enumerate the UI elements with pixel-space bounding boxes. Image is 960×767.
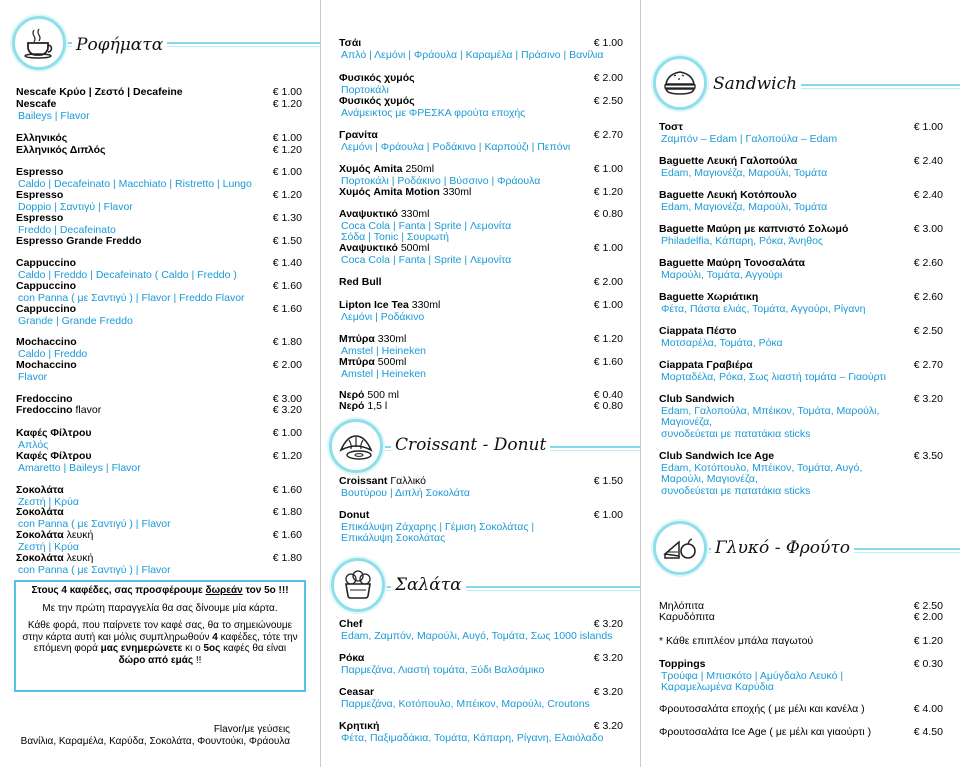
item-size: Γαλλικό <box>390 475 427 487</box>
item-description: Λεμόνι | Ροδάκινο <box>341 310 425 323</box>
item-name: Fredoccino <box>16 393 73 405</box>
menu-item <box>16 190 302 213</box>
salad-title: Σαλάτα <box>391 575 466 595</box>
menu-item <box>659 156 943 179</box>
loyalty-promo-box <box>14 580 306 692</box>
menu-item <box>16 360 302 383</box>
coffee-cup-icon <box>12 16 66 70</box>
item-price: € 2.50 <box>913 600 943 612</box>
menu-item <box>659 704 943 716</box>
item-description: Επικάλυψη Σοκολάτας <box>341 532 446 544</box>
item-price: € 1.50 <box>593 475 623 487</box>
menu-item <box>339 476 623 499</box>
item-name: Red Bull <box>339 276 382 288</box>
item-price: € 1.60 <box>272 280 302 292</box>
item-name: Αναψυκτικό 330ml <box>339 208 430 220</box>
item-price: € 0.80 <box>593 400 623 412</box>
item-description: Caldo | Freddo | Decafeinato ( Caldo | Freddo ) <box>18 268 237 281</box>
sandwich-icon <box>653 56 707 110</box>
menu-item <box>339 277 623 289</box>
item-price: € 2.70 <box>593 129 623 141</box>
menu-item <box>16 451 302 474</box>
item-size: 330ml <box>377 333 407 345</box>
item-name: Espresso <box>16 212 64 224</box>
item-description: Μορταδέλα, Ρόκα, Σως λιαστή τομάτα – Γιαούρτι <box>661 370 886 383</box>
menu-item <box>659 612 943 624</box>
item-price: € 2.60 <box>913 291 943 303</box>
item-name: Toppings <box>659 658 706 670</box>
menu-item <box>339 130 623 153</box>
item-name: Club Sandwich Ice Age <box>659 450 775 462</box>
item-description: Απλό | Λεμόνι | Φράουλα | Καραμέλα | Πράσινο | Βανίλια <box>341 48 604 61</box>
item-name: Καφές Φίλτρου <box>16 427 92 439</box>
item-name: Ceasar <box>339 686 375 698</box>
item-price: € 2.50 <box>593 95 623 107</box>
item-description: Baileys | Flavor <box>18 109 90 122</box>
item-description: Φέτα, Παξιμαδάκια, Τομάτα, Κάπαρη, Ρίγανη, Ελαιόλαδο <box>341 731 604 744</box>
item-price: € 2.00 <box>913 611 943 623</box>
menu-item <box>16 553 302 576</box>
item-name: Χυμός Amita 250ml <box>339 163 435 175</box>
item-size: 250ml <box>405 163 435 175</box>
item-description: συνοδεύεται με πατατάκια sticks <box>661 484 811 497</box>
item-size: 330ml <box>442 186 472 198</box>
item-description: Caldo | Freddo <box>18 347 88 360</box>
item-price: € 1.00 <box>272 427 302 439</box>
promo-headline: Στους 4 καφέδες, σας προσφέρουμε δωρεάν τον 5ο !!! <box>31 585 289 596</box>
item-name: Σοκολάτα λευκή <box>16 552 94 564</box>
item-price: € 1.00 <box>593 242 623 254</box>
menu-item <box>16 281 302 304</box>
item-description: Grande | Grande Freddo <box>18 314 133 327</box>
item-name: Φρουτοσαλάτα Ice Age ( με μέλι και γιαούρτι ) <box>659 726 872 738</box>
item-name: Nescafe Κρύο | Ζεστό | Decafeine <box>16 86 183 98</box>
item-name: Cappuccino <box>16 303 77 315</box>
menu-column-food <box>640 0 960 767</box>
menu-item <box>659 451 943 497</box>
item-name: Ciappata Γραβιέρα <box>659 359 753 371</box>
item-size: 500 ml <box>367 389 399 401</box>
item-price: € 1.60 <box>272 303 302 315</box>
item-price: € 1.60 <box>593 356 623 368</box>
item-price: € 1.60 <box>272 484 302 496</box>
menu-item <box>339 619 623 642</box>
item-name: Ελληνικός <box>16 132 68 144</box>
flavors-title: Flavor/με γεύσεις <box>213 724 290 735</box>
cake-fruit-icon <box>653 521 707 575</box>
item-size: 500ml <box>377 356 407 368</box>
item-name: Μηλόπιτα <box>659 600 705 612</box>
item-name: Ελληνικός Διπλός <box>16 144 106 156</box>
menu-item <box>659 394 943 440</box>
menu-item <box>339 300 623 323</box>
flavors-list: Βανίλια, Καραμέλα, Καρύδα, Σοκολάτα, Φουντούκι, Φράουλα <box>20 736 290 747</box>
item-name: Club Sandwich <box>659 393 735 405</box>
item-description: Πορτοκάλι <box>341 83 389 96</box>
item-price: € 3.20 <box>593 720 623 732</box>
item-name: Καρυδόπιτα <box>659 611 715 623</box>
item-price: € 2.70 <box>913 359 943 371</box>
item-description: con Panna ( με Σαντιγύ ) | Flavor <box>18 563 171 576</box>
item-price: € 4.50 <box>913 726 943 738</box>
item-description: Edam, Κοτόπουλο, Μπέικον, Τομάτα, Αυγό, <box>661 461 863 474</box>
item-price: € 1.00 <box>593 163 623 175</box>
salad-header <box>321 556 640 616</box>
item-description: Flavor <box>18 370 48 383</box>
menu-item <box>659 224 943 247</box>
item-description: Μαρούλι, Μαγιονέζα, <box>661 473 758 485</box>
item-name: Νερό 500 ml <box>339 389 399 401</box>
item-description: con Panna ( με Σαντιγύ ) | Flavor | Freddo Flavor <box>18 291 245 304</box>
menu-column-beverages <box>320 0 640 767</box>
item-price: € 3.20 <box>593 686 623 698</box>
item-price: € 2.50 <box>913 325 943 337</box>
item-price: € 3.20 <box>593 652 623 664</box>
item-size: λευκή <box>66 529 94 541</box>
item-price: € 0.80 <box>593 208 623 220</box>
item-name: Baguette Χωριάτικη <box>659 291 759 303</box>
item-price: € 1.20 <box>913 635 943 647</box>
item-name: Baguette Μαύρη με καπνιστό Σολωμό <box>659 223 849 235</box>
item-price: € 2.00 <box>593 276 623 288</box>
item-description: Παρμεζάνα, Λιαστή τομάτα, Ξύδι Βαλσάμικο <box>341 663 545 676</box>
item-name: Μπύρα 500ml <box>339 356 407 368</box>
item-size: 330ml <box>411 299 441 311</box>
item-name: * Κάθε επιπλέον μπάλα παγωτού <box>659 635 814 647</box>
menu-item <box>339 334 623 357</box>
item-price: € 3.00 <box>913 223 943 235</box>
item-description: Caldo | Decafeinato | Macchiato | Ristretto | Lungo <box>18 177 252 190</box>
item-description: Μαρούλι, Τομάτα, Αγγούρι <box>661 268 783 281</box>
item-description: Λεμόνι | Φράουλα | Ροδάκινο | Καρπούζι | Πεπόνι <box>341 140 571 153</box>
item-name: Baguette Μαύρη Τονοσαλάτα <box>659 257 805 269</box>
item-description: con Panna ( με Σαντιγύ ) | Flavor <box>18 517 171 530</box>
item-name: Σοκολάτα <box>16 484 64 496</box>
item-description: Απλός <box>18 438 49 451</box>
menu-item <box>339 96 623 119</box>
item-name: Mochaccino <box>16 359 77 371</box>
item-size: 1,5 l <box>367 400 388 412</box>
menu-item <box>16 428 302 451</box>
item-name: Ρόκα <box>339 652 365 664</box>
item-description: Τρούφα | Μπισκότο | Αμύγδαλο Λευκό | <box>661 669 844 682</box>
menu-item <box>339 209 623 244</box>
item-price: € 1.30 <box>272 212 302 224</box>
item-description: Βουτύρου | Διπλή Σοκολάτα <box>341 486 470 499</box>
menu-item <box>16 485 302 508</box>
item-name: Chef <box>339 618 363 630</box>
item-price: € 1.20 <box>272 189 302 201</box>
item-price: € 1.80 <box>272 506 302 518</box>
item-description: Ζεστή | Κρύα <box>18 495 79 508</box>
item-name: Φρουτοσαλάτα εποχής ( με μέλι και κανέλα ) <box>659 703 865 715</box>
item-name: Φυσικός χυμός <box>339 95 415 107</box>
item-name: Cappuccino <box>16 257 77 269</box>
item-description: Ζαμπόν – Edam | Γαλοπούλα – Edam <box>661 132 838 145</box>
promo-card-note: Με την πρώτη παραγγελία θα σας δίνουμε μία κάρτα. <box>42 602 278 614</box>
item-price: € 2.40 <box>913 189 943 201</box>
item-price: € 1.40 <box>272 257 302 269</box>
item-size: flavor <box>75 404 102 416</box>
item-name: Espresso <box>16 166 64 178</box>
item-price: € 2.00 <box>272 359 302 371</box>
menu-item <box>16 133 302 145</box>
item-price: € 1.00 <box>593 509 623 521</box>
item-description: Σόδα | Tonic | Σουρωτή <box>341 231 449 243</box>
item-description: Καραμελωμένα Καρύδια <box>661 681 774 693</box>
item-name: Fredoccino flavor <box>16 404 102 416</box>
item-size: 330ml <box>400 208 430 220</box>
sandwich-header <box>641 54 960 114</box>
item-price: € 0.30 <box>913 658 943 670</box>
menu-item <box>659 326 943 349</box>
item-description: Edam, Ζαμπόν, Μαρούλι, Αυγό, Τομάτα, Σως 1000 islands <box>341 629 613 642</box>
item-price: € 1.20 <box>272 144 302 156</box>
item-name: Σοκολάτα λευκή <box>16 529 94 541</box>
item-name: Μπύρα 330ml <box>339 333 407 345</box>
item-size: 500ml <box>400 242 430 254</box>
menu-item <box>16 530 302 553</box>
item-price: € 4.00 <box>913 703 943 715</box>
item-description: Φέτα, Πάστα ελιάς, Τομάτα, Αγγούρι, Ρίγανη <box>661 302 866 315</box>
item-price: € 3.20 <box>913 393 943 405</box>
item-price: € 1.00 <box>593 37 623 49</box>
item-name: Baguette Λευκή Γαλοπούλα <box>659 155 798 167</box>
item-description: Edam, Μαγιονέζα, Μαρούλι, Τομάτα <box>661 166 828 179</box>
item-price: € 1.00 <box>913 121 943 133</box>
item-description: Ζεστή | Κρύα <box>18 540 79 553</box>
menu-item <box>659 659 943 694</box>
menu-item <box>659 122 943 145</box>
item-description: Philadelfia, Κάπαρη, Ρόκα, Άνηθος <box>661 234 823 247</box>
item-price: € 1.50 <box>272 235 302 247</box>
item-name: Σοκολάτα <box>16 506 64 518</box>
item-name: Κρητική <box>339 720 380 732</box>
item-name: Baguette Λευκή Κοτόπουλο <box>659 189 797 201</box>
item-price: € 2.40 <box>913 155 943 167</box>
menu-item <box>339 187 623 199</box>
menu-item <box>339 73 623 96</box>
item-description: Freddo | Decafeinato <box>18 223 116 236</box>
item-description: Edam, Γαλοπούλα, Μπέικον, Τομάτα, Μαρούλι, <box>661 404 880 417</box>
item-description: Amaretto | Baileys | Flavor <box>18 461 141 474</box>
item-description: συνοδεύεται με πατατάκια sticks <box>661 427 811 440</box>
menu-item <box>339 510 623 545</box>
menu-item <box>16 337 302 360</box>
item-price: € 1.60 <box>272 529 302 541</box>
item-name: Νερό 1,5 l <box>339 400 388 412</box>
item-name: Nescafe <box>16 98 57 110</box>
drinks-header <box>0 12 320 72</box>
croissant-donut-title: Croissant - Donut <box>391 435 550 455</box>
menu-item <box>339 38 623 61</box>
item-name: Lipton Ice Tea 330ml <box>339 299 441 311</box>
menu-item <box>339 401 623 413</box>
item-name: Ciappata Πέστο <box>659 325 737 337</box>
item-price: € 1.20 <box>593 333 623 345</box>
menu-item <box>339 164 623 187</box>
item-price: € 1.00 <box>272 166 302 178</box>
sweet-header <box>641 518 960 578</box>
menu-item <box>16 145 302 157</box>
item-description: Coca Cola | Fanta | Sprite | Λεμονίτα <box>341 253 512 266</box>
item-description: Μοτσαρέλα, Τομάτα, Ρόκα <box>661 336 783 349</box>
item-name: Mochaccino <box>16 336 77 348</box>
menu-item <box>16 405 302 417</box>
item-price: € 3.20 <box>272 404 302 416</box>
menu-item <box>339 687 623 710</box>
sweet-fruit-title: Γλυκό - Φρούτο <box>711 538 854 558</box>
item-name: Αναψυκτικό 500ml <box>339 242 430 254</box>
item-description: Edam, Μαγιονέζα, Μαρούλι, Τομάτα <box>661 200 828 213</box>
item-name: Τοστ <box>659 121 683 133</box>
item-name: Cappuccino <box>16 280 77 292</box>
item-description: Coca Cola | Fanta | Sprite | Λεμονίτα <box>341 219 512 232</box>
drinks-title: Ροφήματα <box>72 35 167 55</box>
sandwich-title: Sandwich <box>709 74 801 94</box>
item-description: Επικάλυψη Ζάχαρης | Γέμιση Σοκολάτας | <box>341 520 535 533</box>
flavors-note <box>21 724 290 748</box>
item-description: Παρμεζάνα, Κοτόπουλο, Μπέικον, Μαρούλι, Croutons <box>341 697 590 710</box>
item-price: € 1.00 <box>593 299 623 311</box>
menu-item <box>659 727 943 739</box>
croissant-header <box>321 416 640 476</box>
item-name: Καφές Φίλτρου <box>16 450 92 462</box>
menu-item <box>659 190 943 213</box>
item-price: € 1.80 <box>272 552 302 564</box>
menu-item <box>16 236 302 248</box>
menu-item <box>659 258 943 281</box>
menu-column-drinks <box>0 0 320 767</box>
menu-item <box>659 360 943 383</box>
item-price: € 3.50 <box>913 450 943 462</box>
item-name: Χυμός Amita Motion 330ml <box>339 186 472 198</box>
menu-item <box>16 258 302 281</box>
croissant-icon <box>329 419 383 473</box>
menu-item <box>659 292 943 315</box>
salad-bowl-icon <box>331 558 385 612</box>
item-description: Amstel | Heineken <box>341 367 427 380</box>
item-size: λευκή <box>66 552 94 564</box>
item-description: Πορτοκάλι | Ροδάκινο | Βύσσινο | Φράουλα <box>341 174 541 187</box>
item-name: Φυσικός χυμός <box>339 72 415 84</box>
menu-item <box>16 507 302 530</box>
menu-item <box>339 357 623 380</box>
item-description: Amstel | Heineken <box>341 344 427 357</box>
item-price: € 1.00 <box>272 86 302 98</box>
menu-item <box>339 653 623 676</box>
menu-item <box>16 167 302 190</box>
item-name: Espresso Grande Freddo <box>16 235 142 247</box>
item-price: € 0.40 <box>593 389 623 401</box>
item-price: € 1.20 <box>272 98 302 110</box>
item-name: Γρανίτα <box>339 129 378 141</box>
item-name: Τσάι <box>339 37 362 49</box>
item-name: Espresso <box>16 189 64 201</box>
menu-item <box>16 87 302 99</box>
item-description: Doppio | Σαντιγύ | Flavor <box>18 200 133 213</box>
item-name: Donut <box>339 509 370 521</box>
item-description: Μαγιονέζα, <box>661 416 713 428</box>
item-price: € 1.20 <box>593 186 623 198</box>
menu-item <box>339 721 623 744</box>
item-price: € 2.00 <box>593 72 623 84</box>
menu-item <box>659 636 943 648</box>
menu-item <box>16 99 302 122</box>
item-price: € 3.20 <box>593 618 623 630</box>
item-price: € 3.00 <box>272 393 302 405</box>
promo-details: Κάθε φορά, που παίρνετε τον καφέ σας, θα το σημειώνουμε στην κάρτα αυτή και μόλις συμπληρωθούν 4 καφέδες, τότε την επόμενη φορά μας ενημερώνετε κι ο 5ος καφές θα είναι δώρο από εμάς !! <box>22 620 298 666</box>
menu-item <box>16 304 302 327</box>
menu-item <box>339 243 623 266</box>
menu-item <box>16 213 302 236</box>
item-description: Ανάμεικτος με ΦΡΕΣΚΑ φρούτα εποχής <box>341 106 526 119</box>
item-price: € 1.20 <box>272 450 302 462</box>
item-price: € 1.00 <box>272 132 302 144</box>
item-price: € 1.80 <box>272 336 302 348</box>
item-name: Croissant Γαλλικό <box>339 475 427 487</box>
item-price: € 2.60 <box>913 257 943 269</box>
